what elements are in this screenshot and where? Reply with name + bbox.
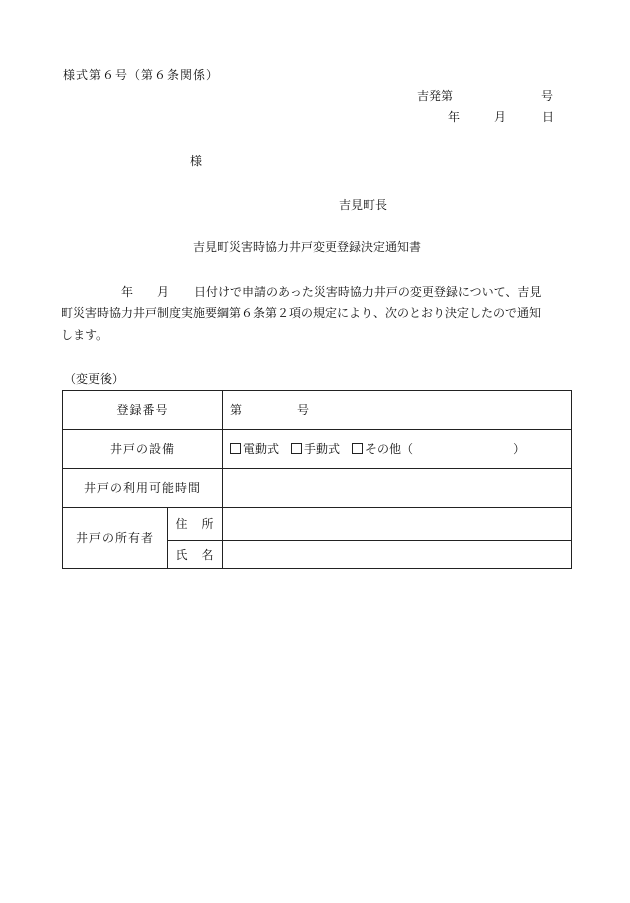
registration-number-field[interactable] [223, 391, 572, 430]
registration-suffix: 号 [297, 403, 310, 417]
date-year: 年 [448, 110, 461, 124]
registration-prefix: 第 [230, 403, 243, 417]
section-label: （変更後） [64, 372, 125, 386]
form-id: 様式第６号（第６条関係） [63, 68, 220, 82]
registration-number-label: 登録番号 [63, 391, 223, 430]
available-hours-field[interactable] [223, 469, 572, 508]
other-checkbox[interactable] [352, 443, 363, 454]
address-label: 住 所 [168, 508, 223, 541]
date-month: 月 [494, 110, 507, 124]
doc-number-suffix: 号 [541, 89, 554, 103]
table-row [63, 391, 572, 430]
option-other: その他（ [365, 442, 414, 456]
equipment-field [223, 430, 572, 469]
name-field[interactable] [223, 541, 572, 569]
address-field[interactable] [223, 508, 572, 541]
sender: 吉見町長 [339, 198, 388, 212]
owner-label: 井戸の所有者 [63, 508, 168, 569]
table-row [63, 430, 572, 469]
available-hours-label: 井戸の利用可能時間 [63, 469, 223, 508]
body-line2: 町災害時協力井戸制度実施要綱第６条第２項の規定により、次のとおり決定したので通知 [61, 306, 542, 320]
doc-number-prefix: 吉発第 [417, 89, 454, 103]
body-line1: 日付けで申請のあった災害時協力井戸の変更登録について、吉見 [194, 285, 542, 299]
addressee-suffix: 様 [190, 154, 203, 168]
name-label: 氏 名 [168, 541, 223, 569]
table-row [63, 508, 572, 541]
document-title: 吉見町災害時協力井戸変更登録決定通知書 [193, 240, 422, 254]
table-row [63, 469, 572, 508]
body-month: 月 [157, 285, 170, 299]
body-year: 年 [121, 285, 134, 299]
option-electric: 電動式 [243, 442, 280, 456]
body-line3: します。 [61, 328, 109, 342]
registration-table [62, 390, 572, 569]
date-day: 日 [542, 110, 555, 124]
equipment-label: 井戸の設備 [63, 430, 223, 469]
electric-checkbox[interactable] [230, 443, 241, 454]
option-other-close: ） [513, 442, 526, 456]
option-manual: 手動式 [304, 442, 341, 456]
manual-checkbox[interactable] [291, 443, 302, 454]
